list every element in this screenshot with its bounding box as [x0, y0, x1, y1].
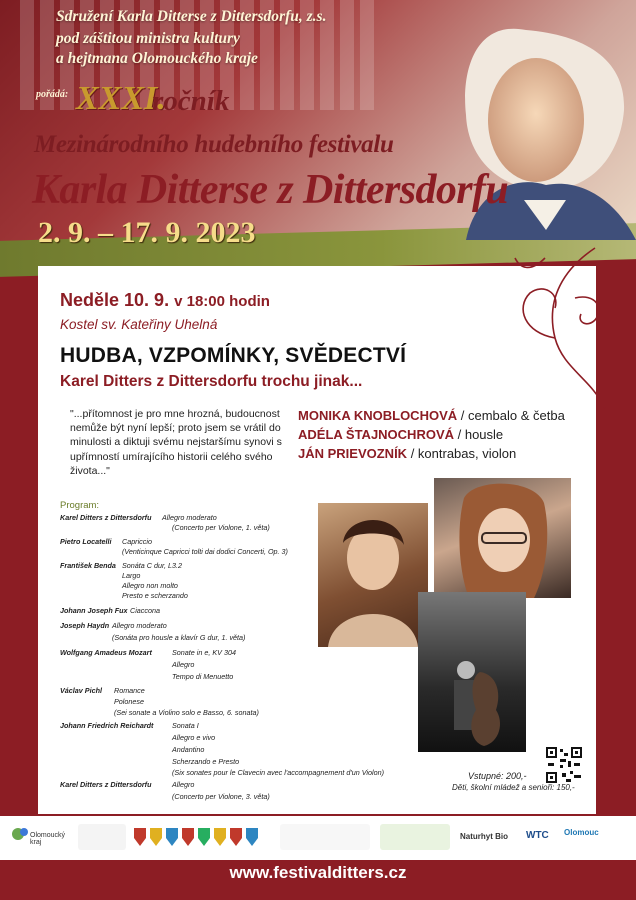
performer-role: / housle — [454, 427, 504, 442]
program-piece: Allegro — [172, 780, 195, 789]
photo-double-bassist-figure — [418, 592, 526, 752]
program-piece: Allegro — [172, 660, 195, 669]
performer-name: JÁN PRIEVOZNÍK — [298, 446, 408, 461]
performer-1 — [298, 408, 565, 423]
event-date — [60, 290, 270, 311]
program-piece: Capriccio — [122, 537, 152, 546]
program-piece: (Six sonates pour le Clavecin avec l'accompagnement d'un Violon) — [172, 768, 384, 777]
festival-title: Karla Ditterse z Dittersdorfu — [32, 167, 509, 213]
logo-olomouc[interactable] — [560, 824, 626, 850]
program-composer-name: František Benda — [60, 561, 116, 570]
festival-dates: 2. 9. – 17. 9. 2023 — [38, 216, 256, 249]
concert-title: HUDBA, VZPOMÍNKY, SVĚDECTVÍ — [60, 344, 407, 367]
program-composer-name: Johann Friedrich Reichardt — [60, 721, 154, 730]
program-composer — [60, 721, 153, 731]
performer-3 — [298, 446, 516, 461]
program-composer-name: Wolfgang Amadeus Mozart — [60, 648, 152, 657]
photo-violinist — [434, 478, 571, 598]
program-piece: Polonese — [114, 697, 144, 706]
photo-harpsichordist-figure — [318, 503, 428, 647]
program-piece: Ciaccona — [130, 606, 160, 615]
program-label: Program: — [60, 500, 100, 511]
program-composer-name: Joseph Haydn — [60, 621, 110, 630]
performer-2 — [298, 427, 503, 442]
program-piece: Romance — [114, 686, 145, 695]
logo-partners-b[interactable] — [380, 824, 450, 850]
program-piece: Allegro moderato — [162, 513, 217, 522]
program-piece: (Concerto per Violone, 1. věta) — [172, 523, 270, 532]
program-composer — [60, 606, 128, 616]
logo-label: Olomouc — [564, 828, 599, 837]
performer-role: / kontrabas, violon — [407, 446, 517, 461]
program-piece: Tempo di Menuetto — [172, 672, 234, 681]
program-composer — [60, 561, 116, 571]
program-composer — [60, 537, 112, 547]
edition-word: ročník — [152, 85, 230, 117]
program-piece: Largo — [122, 571, 141, 580]
festival-subtitle: Mezinárodního hudebního festivalu — [34, 131, 394, 158]
program-composer — [60, 648, 152, 658]
program-composer-name: Johann Joseph Fux — [60, 606, 128, 615]
logo-ministry[interactable] — [78, 824, 126, 850]
program-piece: Scherzando e Presto — [172, 757, 240, 766]
logo-label: Olomoucký kraj — [30, 832, 66, 846]
program-composer — [60, 780, 151, 790]
program-piece: Andantino — [172, 745, 205, 754]
event-venue: Kostel sv. Kateřiny Uhelná — [60, 317, 218, 332]
concert-subtitle: Karel Ditters z Dittersdorfu trochu jinak... — [60, 373, 363, 390]
edition-number: XXXI. — [76, 80, 166, 117]
program-piece: Sonata I — [172, 721, 199, 730]
event-time: v 18:00 hodin — [174, 293, 270, 310]
program-piece: Allegro moderato — [112, 621, 167, 630]
program-composer — [60, 686, 102, 696]
ticket-price: Vstupné: 200,- — [468, 771, 527, 781]
performer-name: MONIKA KNOBLOCHOVÁ — [298, 408, 458, 423]
program-piece: (Sonáta pro housle a klavír G dur, 1. věta) — [112, 633, 246, 642]
program-piece: Allegro non molto — [122, 581, 178, 590]
program-composer — [60, 621, 109, 631]
ornament-swirl — [485, 238, 615, 418]
qr-code[interactable] — [544, 745, 584, 785]
website-link[interactable]: www.festivalditters.cz — [229, 863, 407, 882]
performer-role: / cembalo & četba — [457, 408, 565, 423]
organizer-line-2: pod záštitou ministra kultury — [56, 30, 240, 47]
program-composer-name: Karel Ditters z Dittersdorfu — [60, 780, 152, 789]
program-piece: Sonáta C dur, L3.2 — [122, 561, 182, 570]
presents-label: pořádá: — [36, 89, 69, 100]
logo-naturhyt[interactable] — [456, 824, 518, 850]
organizer-line-1: Sdružení Karla Ditterse z Dittersdorfu, z.s. — [56, 8, 327, 25]
program-composer-name: Pietro Locatelli — [60, 537, 112, 546]
program-piece: (Sei sonate a Violino solo e Basso, 6. sonata) — [114, 708, 259, 717]
organizer-line-3: a hejtmana Olomouckého kraje — [56, 50, 258, 67]
logo-label: WTC — [526, 830, 549, 841]
program-piece: Allegro e vivo — [172, 733, 216, 742]
photo-violinist-figure — [434, 478, 571, 598]
logo-olomoucky-kraj[interactable] — [10, 824, 72, 850]
quote-text: "...přítomnost je pro mne hrozná, budoucnost nemůže být nyní lepší; proto jsem se vrátil do minulosti a diktuji svému nejstaršímu synovi s upřímností umírajícího historii celého svého života..." — [70, 408, 282, 477]
program-piece: (Concerto per Violone, 3. věta) — [172, 792, 270, 801]
program-composer-name: Václav Pichl — [60, 686, 102, 695]
logo-partners-a[interactable] — [280, 824, 370, 850]
program-piece: (Venticinque Capricci tolti dai dodici Concerti, Op. 3) — [122, 547, 288, 556]
town-crests — [130, 824, 270, 850]
logo-towns-crests[interactable] — [130, 824, 270, 850]
event-day: Neděle 10. 9. — [60, 290, 170, 310]
photo-harpsichordist — [318, 503, 428, 647]
photo-double-bassist — [418, 592, 526, 752]
logo-wtc[interactable] — [522, 824, 558, 850]
program-composer: Karel Ditters z Dittersdorfu — [60, 513, 152, 522]
program-piece: Sonate in e, KV 304 — [172, 648, 236, 657]
program-piece: Presto e scherzando — [122, 591, 188, 600]
performer-name: ADÉLA ŠTAJNOCHROVÁ — [298, 427, 455, 442]
program-row — [60, 513, 151, 523]
ticket-discount: Děti, školní mládež a senioři: 150,- — [452, 783, 575, 792]
logo-label: Naturhyt Bio — [460, 832, 508, 841]
